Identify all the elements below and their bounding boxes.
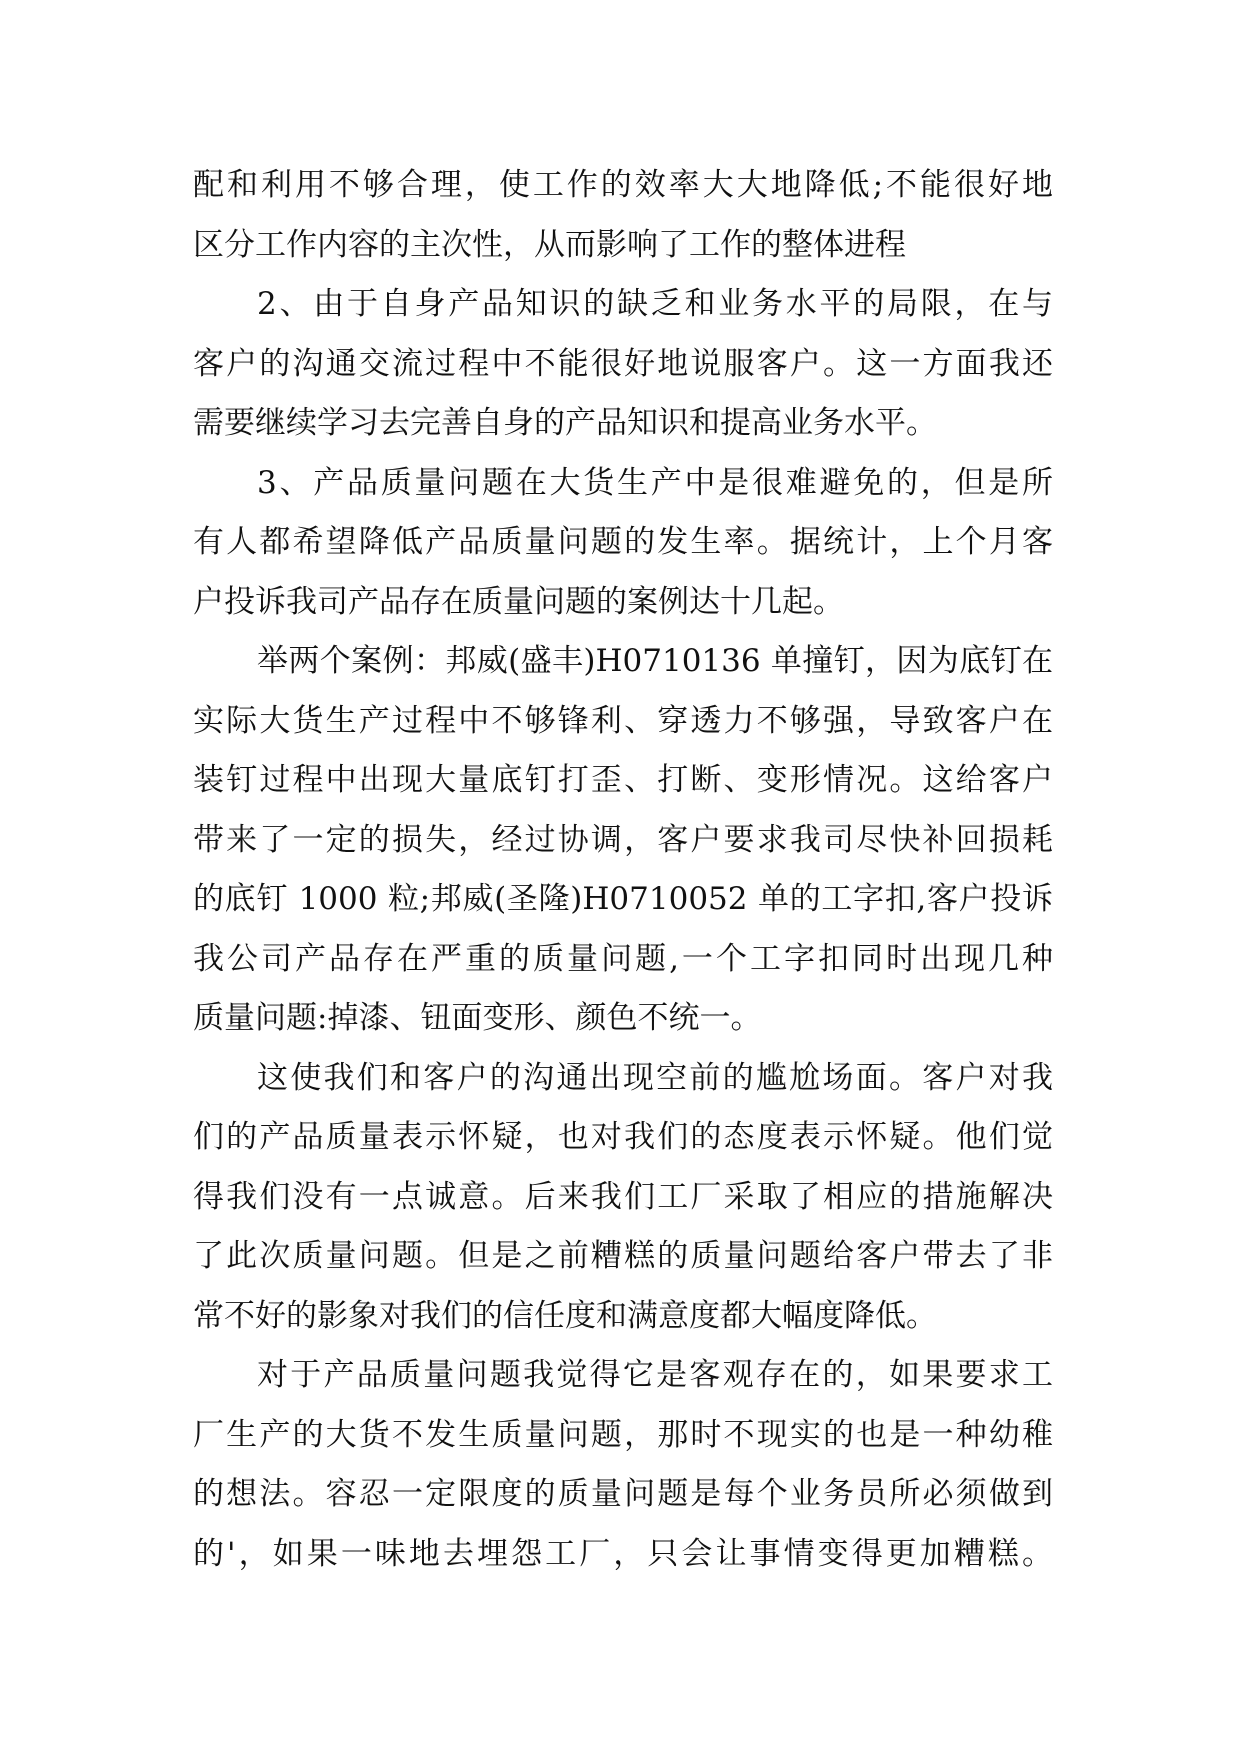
text-line: 常不好的影象对我们的信任度和满意度都大幅度降低。 <box>193 1297 937 1334</box>
text-line: 对于产品质量问题我觉得它是客观存在的，如果要求工 <box>257 1357 1053 1393</box>
text-line: 这使我们和客户的沟通出现空前的尴尬场面。客户对我 <box>257 1059 1053 1096</box>
text-line: 质量问题:掉漆、钮面变形、颜色不统一。 <box>193 1000 762 1036</box>
document-body <box>193 156 1053 1584</box>
text-line: 区分工作内容的主次性，从而影响了工作的整体进程 <box>193 226 906 263</box>
text-line: 带来了一定的损失，经过协调，客户要求我司尽快补回损耗 <box>193 821 1053 858</box>
text-line: 配和利用不够合理，使工作的效率大大地降低;不能很好地 <box>193 167 1053 203</box>
text-line: 装钉过程中出现大量底钉打歪、打断、变形情况。这给客户 <box>193 762 1053 798</box>
text-line: 的'，如果一味地去埋怨工厂，只会让事情变得更加糟糕。 <box>193 1535 1053 1572</box>
text-line: 举两个案例：邦威(盛丰)H0710136 单撞钉，因为底钉在 <box>257 643 1053 679</box>
text-line: 们的产品质量表示怀疑，也对我们的态度表示怀疑。他们觉 <box>193 1119 1053 1155</box>
text-line: 户投诉我司产品存在质量问题的案例达十几起。 <box>193 583 844 620</box>
text-line: 2、由于自身产品知识的缺乏和业务水平的局限，在与 <box>257 286 1053 322</box>
text-line: 了此次质量问题。但是之前糟糕的质量问题给客户带去了非 <box>193 1238 1053 1274</box>
text-line: 有人都希望降低产品质量问题的发生率。据统计，上个月客 <box>193 524 1053 560</box>
text-line: 3、产品质量问题在大货生产中是很难避免的，但是所 <box>257 464 1053 501</box>
text-line: 厂生产的大货不发生质量问题，那时不现实的也是一种幼稚 <box>193 1416 1053 1453</box>
text-line: 的底钉 1000 粒;邦威(圣隆)H0710052 单的工字扣,客户投诉 <box>193 881 1053 917</box>
text-line: 得我们没有一点诚意。后来我们工厂采取了相应的措施解决 <box>193 1178 1053 1215</box>
text-line: 客户的沟通交流过程中不能很好地说服客户。这一方面我还 <box>193 345 1053 382</box>
text-line: 实际大货生产过程中不够锋利、穿透力不够强，导致客户在 <box>193 702 1053 739</box>
text-line: 需要继续学习去完善自身的产品知识和提高业务水平。 <box>193 405 937 441</box>
text-line: 的想法。容忍一定限度的质量问题是每个业务员所必须做到 <box>193 1476 1053 1512</box>
text-line: 我公司产品存在严重的质量问题,一个工字扣同时出现几种 <box>193 940 1053 977</box>
